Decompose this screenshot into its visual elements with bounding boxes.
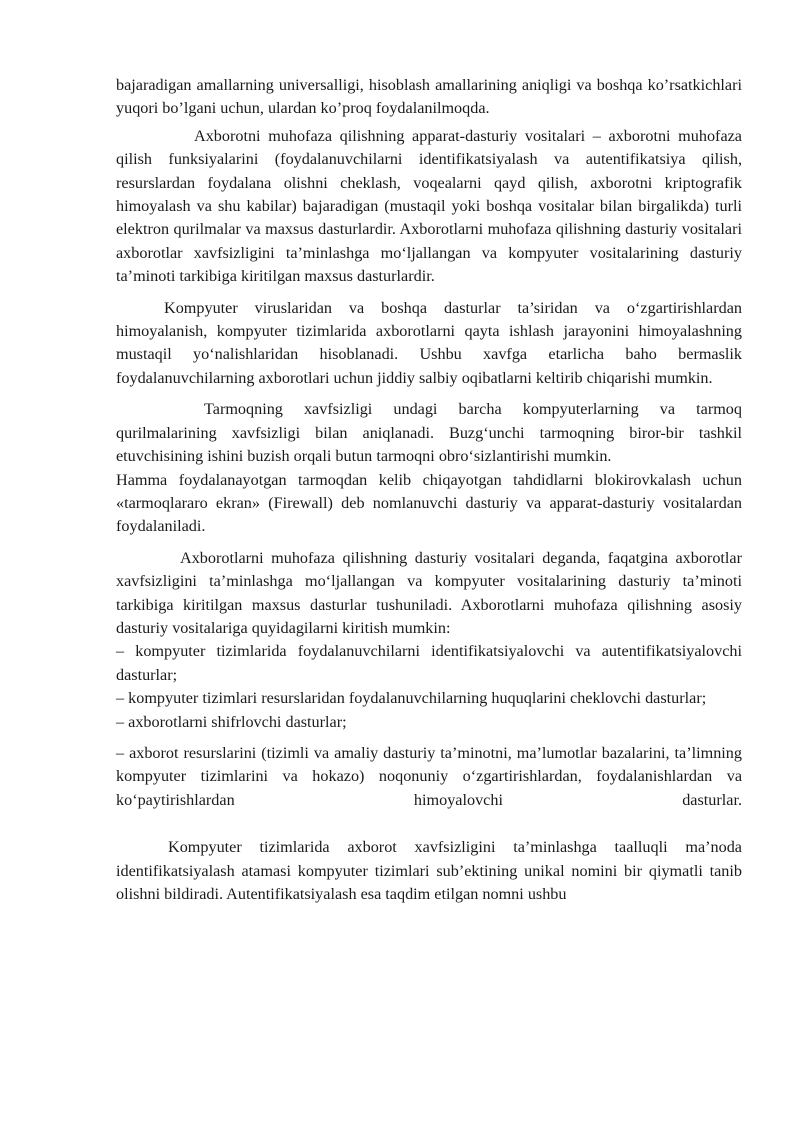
paragraph-software-tools: Axborotlarni muhofaza qilishning dasturiy vositalari deganda, faqatgina axborotlar xavfsizligini ta’minlashga moʻljallangan va kompyuter vositalarining dasturiy ta’minoti tarkibiga kiritilgan maxsus dasturlar tushuniladi. Axborotlarni muhofaza qilishning asosiy dasturiy vositalariga quyidagilarni kiritish mumkin: [116,548,742,637]
list-item-access-restriction: – kompyuter tizimlari resurslaridan foydalanuvchilarning huquqlarini cheklovchi dasturlar; [116,689,707,708]
list-item-identification: – kompyuter tizimlarida foydalanuvchilarni identifikatsiyalovchi va autentifikatsiyalovchi dasturlar; [116,642,742,684]
list-item-resource-protection: – axborot resurslarini (tizimli va amaliy dasturiy ta’minotni, ma’lumotlar bazalarini, ta’limning kompyuter tizimlarini va hokazo) noqonuniy oʻzgartirishlardan, foydalanishlardan va koʻpaytirishlardan himoyalovchi dasturlar. [116,743,742,809]
document-page [116,74,742,906]
paragraph-hardware-software-tools: Axborotni muhofaza qilishning apparat-dasturiy vositalari – axborotni muhofaza qilish funksiyalarini (foydalanuvchilarni identifikatsiyalash va autentifikatsiya qilish, resurslardan foydalana olishni cheklash, voqealarni qayd qilish, axborotni kriptografik himoyalash va shu kabilar) bajaradigan (mustaqil yoki boshqa vositalar bilan birgalikda) turli elektron qurilmalar va maxsus dasturlardir. Axborotlarni muhofaza qilishning dasturiy vositalari axborotlar xavfsizligini ta’minlashga moʻljallangan va kompyuter vositalarining dasturiy ta’minoti tarkibiga kiritilgan maxsus dasturlardir. [116,126,742,286]
paragraph-virus-protection: Kompyuter viruslaridan va boshqa dasturlar ta’siridan va oʻzgartirishlardan himoyalanish, kompyuter tizimlarida axborotlarni qayta ishlash jarayonini himoyalashning mustaqil yoʻnalishlaridan hisoblanadi. Ushbu xavfga etarlicha baho bermaslik foydalanuvchilarning axborotlari uchun jiddiy salbiy oqibatlarni keltirib chiqarishi mumkin. [116,298,742,387]
paragraph-firewall: Hamma foydalanayotgan tarmoqdan kelib chiqayotgan tahdidlarni blokirovkalash uchun «tarmoqlararo ekran» (Firewall) deb nomlanuvchi dasturiy va apparat-dasturiy vositalardan foydalaniladi. [116,470,742,536]
list-item-encryption: – axborotlarni shifrlovchi dasturlar; [116,712,347,731]
paragraph-network-security: Tarmoqning xavfsizligi undagi barcha kompyuterlarning va tarmoq qurilmalarining xavfsizligi bilan aniqlanadi. Buzgʻunchi tarmoqning biror-bir tashkil etuvchisining ishini buzish orqali butun tarmoqni obroʻsizlantirishi mumkin. [116,400,742,466]
paragraph-identification-definition: Kompyuter tizimlarida axborot xavfsizligini ta’minlashga taalluqli ma’noda identifikatsiyalash atamasi kompyuter tizimlari sub’ektining unikal nomini bir qiymatli tanib olishni bildiradi. Autentifikatsiyalash esa taqdim etilgan nomni ushbu [116,838,742,903]
paragraph-universality: bajaradigan amallarning universalligi, hisoblash amallarining aniqligi va boshqa ko’rsatkichlari yuqori bo’lgani uchun, ulardan ko’proq foydalanilmoqda. [116,76,742,118]
